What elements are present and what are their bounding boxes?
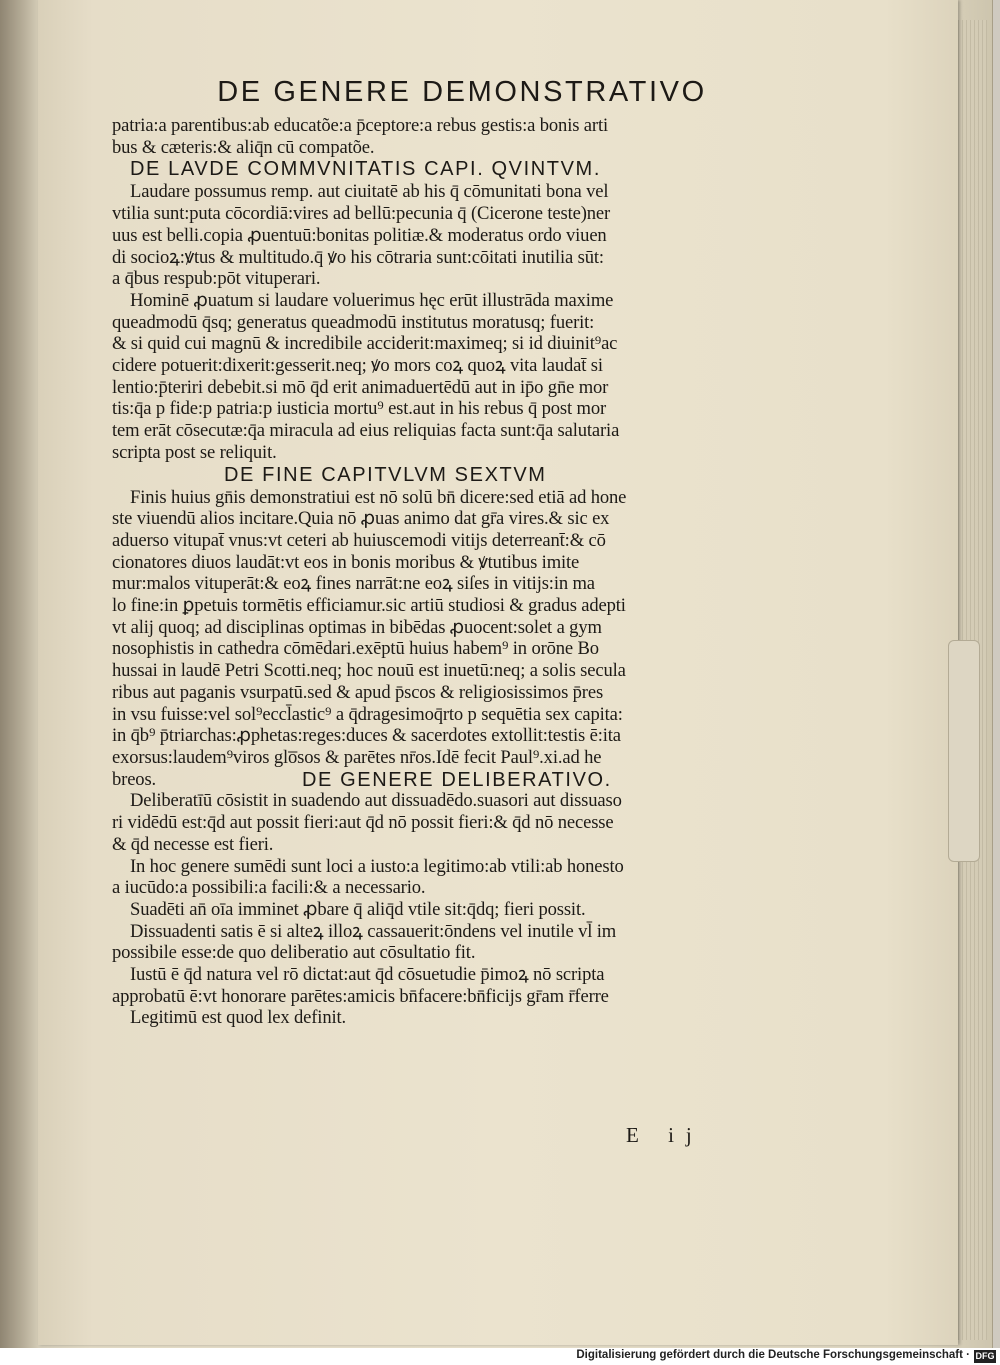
chapter-heading-6: DE FINE CAPITVLVM SEXTVM [224,463,547,486]
running-head: DE GENERE DEMONSTRATIVO [217,76,707,108]
text-line: approbatū ē:vt honorare parētes:amicis bn̄facere:bn̄ficijs gr̄am r̄ferre [112,985,609,1007]
breos-row [112,769,772,791]
text-line: In hoc genere sumēdi sunt loci a iusto:a legitimo:ab vtili:ab honesto [130,855,624,877]
text-line: Finis huius gn̄is demonstratiui est nō solū bn̄ dicere:sed etiā ad hone [130,486,627,508]
text-line: in vsu fuisse:vel sol⁹eccl̄astic⁹ a q̄dragesimoq̄rto p sequētia sex capita: [112,703,623,725]
text-line: in q̄b⁹ p̄triarchas:ꝓphetas:reges:duces & sacerdotes extollit:testis ē:ita [112,725,621,747]
text-line: a iucūdo:a possibili:a facili:& a necessario. [112,877,426,899]
book-spine [0,0,38,1348]
text-line: ste viuendū alios incitare.Quia nō ꝓuas animo dat gr̄a vires.& sic ex [112,508,610,530]
text-line: di socioꝝ:ꝟtus & multitudo.q̄ ꝟo his cōtraria sunt:cōitati inutilia sūt: [112,246,604,268]
text-line: uus est belli.copia ꝓuentuū:bonitas politiæ.& moderatus ordo viuen [112,224,607,246]
text-line: vt alij quoq; ad disciplinas optimas in bibēdas ꝓuocent:solet a gym [112,616,602,638]
text-line: lentio:p̄teriri debebit.si mō q̄d erit animaduertēdū aut in ip̄o gn̄e mor [112,376,609,398]
text-line: hussai in laudē Petri Scotti.neq; hoc nouū est inuetū:neq; a solis secula [112,660,626,682]
text-line: breos. [112,768,157,790]
text-line: scripta post se reliquit. [112,441,277,463]
text-line: aduerso vitupat̄ vnus:vt ceteri ab huiuscemodi vitijs deterreant̄:& cō [112,529,606,551]
text-line: Suadēti an̄ oīa imminet ꝓbare q̄ aliq̄d vtile sit:q̄dq; fieri possit. [130,898,586,920]
text-line: lo fine:in ꝑpetuis tormētis efficiamur.sic artiū studiosi & gradus adepti [112,595,626,617]
text-line: queadmodū q̄sq; generatus queadmodū institutus moratusq; fuerit: [112,311,595,333]
signature-mark: E ij [626,1123,704,1147]
footer-credit: Digitalisierung gefördert durch die Deutsche Forschungsgemeinschaft · [576,1349,970,1361]
text-line: vtilia sunt:puta cōcordiā:vires ad bellū:pecunia q̄ (Cicerone teste)ner [112,203,611,225]
text-line: ribus aut paganis vsurpatū.sed & apud p̄scos & religiosissimos p̄res [112,681,604,703]
dfg-logo: DFG [975,1351,995,1361]
text-line: patria:a parentibus:ab educatõe:a p̄ceptore:a rebus gestis:a bonis arti [112,115,608,136]
text-line: Iustū ē q̄d natura vel rō dictat:aut q̄d cōsuetudie p̄imoꝝ nō scripta [130,964,605,986]
text-line: Hominē ꝓuatum si laudare voluerimus hęc erūt illustrāda maxime [130,289,614,311]
text-line: Legitimū est quod lex definit. [130,1007,347,1029]
text-line: ri vidēdū est:q̄d aut possit fieri:aut q̄d nō possit fieri:& q̄d nō necesse [112,812,614,834]
text-line: a q̄bus respub:pōt vituperari. [112,268,321,290]
section-heading-deliberativo: DE GENERE DELIBERATIVO. [302,768,612,791]
text-line: bus & cæteris:& aliq̄n cū compatõe. [112,136,375,158]
text-line: & si quid cui magnū & incredibile acciderit:maximeq; si id diuinit⁹ac [112,333,618,355]
text-line: Dissuadenti satis ē si alteꝝ illoꝝ cassauerit:ōndens vel inutile vl̄ im [130,920,617,942]
chapter-heading-5: DE LAVDE COMMVNITATIS CAPI. QVINTVM. [130,158,601,181]
text-line: Laudare possumus remp. aut ciuitatē ab his q̄ cōmunitati bona vel [130,181,609,203]
text-line: tem erāt cōsecutæ:q̄a miracula ad eius reliquias facta sunt:q̄a salutaria [112,420,620,442]
text-line: possibile esse:de quo deliberatio aut cōsultatio fit. [112,942,476,964]
text-line: mur:malos vituperāt:& eoꝝ fines narrāt:ne eoꝝ siſes in vitijs:in ma [112,573,595,595]
text-line: & q̄d necesse est fieri. [112,833,274,855]
text-line: tis:q̄a p fide:p patria:p iusticia mortu⁹ est.aut in his rebus q̄ post mor [112,398,607,420]
text-line: Deliberatīū cōsistit in suadendo aut dissuadēdo.suasori aut dissuaso [130,790,622,812]
page-tab [948,640,980,862]
text-line: nosophistis in cathedra cōmēdari.exēptū huius habem⁹ in orōne Bo [112,638,599,660]
text-block [112,76,772,1029]
text-line: cionatores diuos laudāt:vt eos in bonis moribus & ꝟtutibus imite [112,551,580,573]
text-line: exorsus:laudem⁹viros glo̅sos & parētes nr̄os.Idē fecit Paul⁹.xi.ad he [112,746,602,768]
text-line: cidere potuerit:dixerit:gesserit.neq; ꝟo mors coꝝ quoꝝ vita laudat̄ si [112,355,603,377]
